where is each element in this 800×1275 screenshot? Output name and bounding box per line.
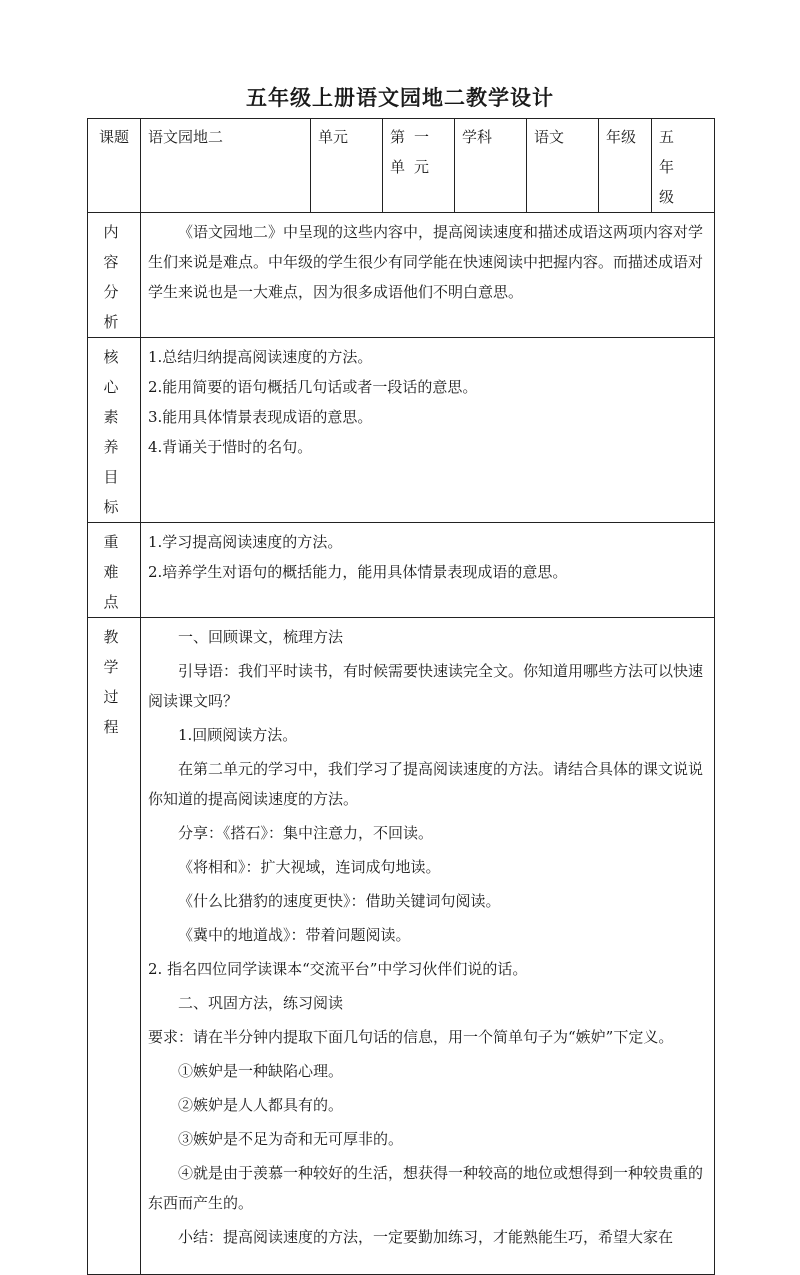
page-title: 五年级上册语文园地二教学设计: [246, 86, 554, 110]
content-analysis-label: 内容分析: [88, 213, 141, 338]
key-point-item: 1.学习提高阅读速度的方法。: [148, 533, 343, 551]
unit-value: 第一单元: [383, 119, 455, 213]
key-points-label: 重难点: [88, 523, 141, 618]
core-goal-item: 1.总结归纳提高阅读速度的方法。: [148, 348, 373, 366]
process-line: 《冀中的地道战》：带着问题阅读。: [178, 926, 411, 944]
core-goal-item: 4.背诵关于惜时的名句。: [148, 438, 313, 456]
process-line: 《什么比猎豹的速度更快》：借助关键词句阅读。: [178, 892, 501, 910]
process-label: 教学过程: [88, 618, 141, 1275]
subject-label: 学科: [455, 119, 527, 213]
process-line: 小结：提高阅读速度的方法，一定要勤加练习，才能熟能生巧，希望大家在: [178, 1228, 674, 1246]
lesson-plan-table: [87, 118, 715, 1275]
process-line: ①嫉妒是一种缺陷心理。: [178, 1062, 344, 1080]
topic-value: 语文园地二: [141, 119, 311, 213]
key-points-list: [141, 523, 715, 618]
process-line: 引导语：我们平时读书，有时候需要快速读完全文。你知道用哪些方法可以快速阅读课文吗？: [148, 662, 704, 710]
process-line: 分享：《搭石》：集中注意力，不回读。: [178, 824, 434, 842]
process-line: 《将相和》：扩大视域，连词成句地读。: [178, 858, 441, 876]
grade-value: 五年级: [652, 119, 715, 213]
process-line: 要求：请在半分钟内提取下面几句话的信息，用一个简单句子为“嫉妒”下定义。: [148, 1028, 674, 1046]
key-point-item: 2.培养学生对语句的概括能力，能用具体情景表现成语的意思。: [148, 563, 568, 581]
topic-label: 课题: [88, 119, 141, 213]
core-goals-row: [88, 338, 715, 523]
core-goal-item: 3.能用具体情景表现成语的意思。: [148, 408, 373, 426]
process-line: 二、巩固方法，练习阅读: [178, 994, 344, 1012]
unit-label: 单元: [311, 119, 383, 213]
process-line: ②嫉妒是人人都具有的。: [178, 1096, 344, 1114]
key-points-row: [88, 523, 715, 618]
process-line: 2. 指名四位同学读课本“交流平台”中学习伙伴们说的话。: [148, 960, 528, 978]
process-line: ④就是由于羡慕一种较好的生活，想获得一种较高的地位或想得到一种较贵重的东西而产生的。: [148, 1164, 704, 1212]
core-goals-list: [141, 338, 715, 523]
content-analysis-row: [88, 213, 715, 338]
subject-value: 语文: [527, 119, 599, 213]
process-row: [88, 618, 715, 1275]
process-line: 一、回顾课文，梳理方法: [178, 628, 344, 646]
header-row: [88, 119, 715, 213]
process-line: 在第二单元的学习中，我们学习了提高阅读速度的方法。请结合具体的课文说说你知道的提高阅读速度的方法。: [148, 760, 704, 808]
content-analysis-text: 《语文园地二》中呈现的这些内容中，提高阅读速度和描述成语这两项内容对学生们来说是难点。中年级的学生很少有同学能在快速阅读中把握内容。而描述成语对学生来说也是一大难点，因为很多成语他们不明白意思。: [141, 213, 715, 338]
grade-label: 年级: [599, 119, 652, 213]
process-line: 1.回顾阅读方法。: [178, 726, 298, 744]
core-goal-item: 2.能用简要的语句概括几句话或者一段话的意思。: [148, 378, 478, 396]
process-line: ③嫉妒是不足为奇和无可厚非的。: [178, 1130, 404, 1148]
core-goals-label: 核心素养目标: [88, 338, 141, 523]
process-content: [141, 618, 715, 1275]
